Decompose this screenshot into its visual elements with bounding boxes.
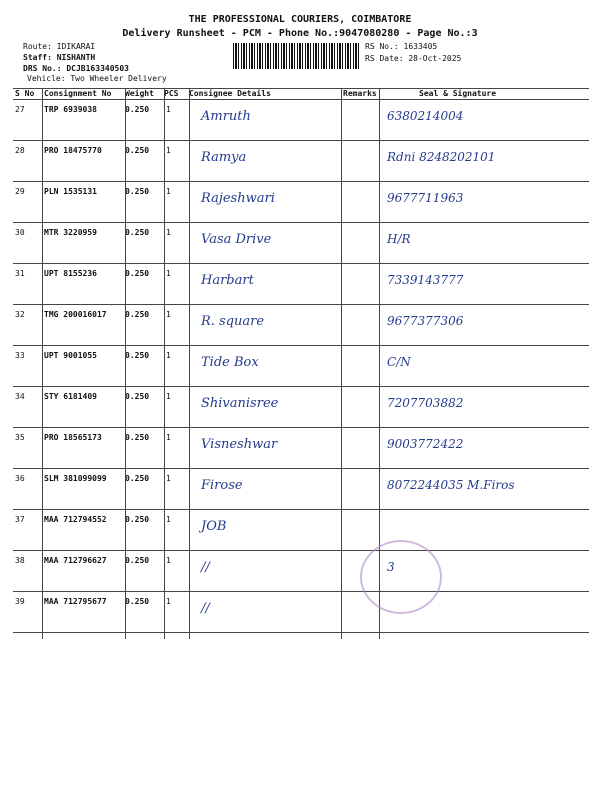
cell-consignee xyxy=(189,182,341,223)
rs-number: RS No.: 1633405 xyxy=(365,42,438,51)
cell-consignee xyxy=(189,264,341,305)
handwritten-name: Visneshwar xyxy=(201,437,278,452)
handwritten-signature: 6380214004 xyxy=(387,109,464,123)
cell-consignee xyxy=(189,510,341,551)
cell-weight: 0.250 xyxy=(125,223,164,264)
col-sno: S No xyxy=(13,89,42,100)
col-consignee: Consignee Details xyxy=(189,89,341,100)
handwritten-signature: 9677711963 xyxy=(387,191,464,205)
cell-sno: 36 xyxy=(13,469,42,510)
cell-consignee xyxy=(189,223,341,264)
handwritten-name: Tide Box xyxy=(201,355,259,370)
cell-consignee xyxy=(189,551,341,592)
cell-pcs: 1 xyxy=(164,223,189,264)
cell-sno: 37 xyxy=(13,510,42,551)
cell-consignee xyxy=(189,428,341,469)
cell-consignee xyxy=(189,387,341,428)
handwritten-signature: Rdni 8248202101 xyxy=(387,150,496,164)
cell-consignment-no: UPT 8155236 xyxy=(42,264,125,305)
cell-sno: 34 xyxy=(13,387,42,428)
cell-signature xyxy=(379,387,589,428)
cell-pcs: 1 xyxy=(164,510,189,551)
cell-sno: 31 xyxy=(13,264,42,305)
cell-signature xyxy=(379,141,589,182)
cell-pcs: 1 xyxy=(164,469,189,510)
cell-consignment-no: MAA 712795677 xyxy=(42,592,125,633)
cell-signature xyxy=(379,469,589,510)
divider xyxy=(189,88,190,639)
cell-weight: 0.250 xyxy=(125,592,164,633)
cell-weight: 0.250 xyxy=(125,346,164,387)
cell-consignment-no: SLM 381099099 xyxy=(42,469,125,510)
handwritten-name: R. square xyxy=(201,314,265,329)
handwritten-name: Harbart xyxy=(201,273,254,288)
cell-pcs: 1 xyxy=(164,551,189,592)
office-stamp xyxy=(360,540,442,614)
runsheet-subtitle: Delivery Runsheet - PCM - Phone No.:9047080280 - Page No.:3 xyxy=(122,28,478,39)
cell-consignee xyxy=(189,100,341,141)
table-row xyxy=(13,469,589,510)
table-row xyxy=(13,387,589,428)
table-row xyxy=(13,264,589,305)
cell-remarks xyxy=(341,387,379,428)
cell-signature xyxy=(379,223,589,264)
cell-pcs: 1 xyxy=(164,346,189,387)
cell-remarks xyxy=(341,510,379,551)
cell-consignment-no: UPT 9001055 xyxy=(42,346,125,387)
cell-pcs: 1 xyxy=(164,182,189,223)
cell-remarks xyxy=(341,469,379,510)
cell-consignment-no: PLN 1535131 xyxy=(42,182,125,223)
cell-sno: 32 xyxy=(13,305,42,346)
cell-consignment-no: PRO 18475770 xyxy=(42,141,125,182)
cell-remarks xyxy=(341,264,379,305)
cell-weight: 0.250 xyxy=(125,469,164,510)
rs-date: RS Date: 28-Oct-2025 xyxy=(365,54,462,63)
cell-sno: 27 xyxy=(13,100,42,141)
cell-sno: 33 xyxy=(13,346,42,387)
divider xyxy=(42,88,43,639)
table-row xyxy=(13,305,589,346)
handwritten-name: Rajeshwari xyxy=(201,191,275,206)
table-row xyxy=(13,551,589,592)
cell-sno: 30 xyxy=(13,223,42,264)
handwritten-name: Vasa Drive xyxy=(201,232,272,247)
col-weight: Weight xyxy=(125,89,164,100)
handwritten-name: Firose xyxy=(201,478,243,493)
cell-sno: 35 xyxy=(13,428,42,469)
cell-remarks xyxy=(341,346,379,387)
cell-pcs: 1 xyxy=(164,141,189,182)
cell-weight: 0.250 xyxy=(125,305,164,346)
cell-sno: 29 xyxy=(13,182,42,223)
barcode xyxy=(233,43,359,69)
cell-remarks xyxy=(341,428,379,469)
handwritten-name: // xyxy=(201,601,210,616)
handwritten-name: // xyxy=(201,560,210,575)
table-row xyxy=(13,223,589,264)
staff: Staff: NISHANTH xyxy=(23,53,96,62)
col-remarks: Remarks xyxy=(341,89,379,100)
table-row xyxy=(13,141,589,182)
cell-signature xyxy=(379,182,589,223)
cell-pcs: 1 xyxy=(164,100,189,141)
table-row xyxy=(13,428,589,469)
cell-weight: 0.250 xyxy=(125,428,164,469)
cell-sno: 38 xyxy=(13,551,42,592)
table-row xyxy=(13,346,589,387)
cell-signature xyxy=(379,100,589,141)
divider xyxy=(125,88,126,639)
cell-weight: 0.250 xyxy=(125,141,164,182)
handwritten-signature: C/N xyxy=(387,355,411,369)
cell-weight: 0.250 xyxy=(125,182,164,223)
col-consignment: Consignment No xyxy=(42,89,125,100)
handwritten-signature: 7207703882 xyxy=(387,396,464,410)
handwritten-signature: 7339143777 xyxy=(387,273,464,287)
table-header xyxy=(13,89,589,100)
table-row xyxy=(13,510,589,551)
cell-pcs: 1 xyxy=(164,428,189,469)
cell-consignment-no: STY 6181409 xyxy=(42,387,125,428)
handwritten-signature: 9677377306 xyxy=(387,314,464,328)
cell-pcs: 1 xyxy=(164,387,189,428)
cell-consignee xyxy=(189,305,341,346)
cell-sno: 39 xyxy=(13,592,42,633)
cell-pcs: 1 xyxy=(164,305,189,346)
table-row xyxy=(13,592,589,633)
handwritten-name: Amruth xyxy=(201,109,251,124)
cell-weight: 0.250 xyxy=(125,510,164,551)
company-title: THE PROFESSIONAL COURIERS, COIMBATORE xyxy=(188,14,412,25)
cell-signature xyxy=(379,305,589,346)
cell-consignment-no: TRP 6939038 xyxy=(42,100,125,141)
cell-consignment-no: PRO 18565173 xyxy=(42,428,125,469)
cell-consignment-no: MTR 3220959 xyxy=(42,223,125,264)
route: Route: IDIKARAI xyxy=(23,42,96,51)
cell-remarks xyxy=(341,182,379,223)
cell-consignment-no: MAA 712794552 xyxy=(42,510,125,551)
handwritten-name: Shivanisree xyxy=(201,396,279,411)
cell-remarks xyxy=(341,305,379,346)
cell-weight: 0.250 xyxy=(125,551,164,592)
col-signature: Seal & Signature xyxy=(379,89,589,100)
handwritten-signature: 9003772422 xyxy=(387,437,464,451)
runsheet-table xyxy=(13,88,589,633)
cell-weight: 0.250 xyxy=(125,387,164,428)
cell-weight: 0.250 xyxy=(125,264,164,305)
cell-signature xyxy=(379,428,589,469)
drs-number: DRS No.: DCJB163340503 xyxy=(23,64,129,73)
cell-pcs: 1 xyxy=(164,592,189,633)
cell-consignee xyxy=(189,141,341,182)
cell-remarks xyxy=(341,100,379,141)
handwritten-name: JOB xyxy=(201,519,227,534)
cell-signature xyxy=(379,264,589,305)
table-row xyxy=(13,182,589,223)
cell-sno: 28 xyxy=(13,141,42,182)
cell-consignment-no: MAA 712796627 xyxy=(42,551,125,592)
handwritten-signature: 3 xyxy=(387,560,395,574)
vehicle: Vehicle: Two Wheeler Delivery xyxy=(27,74,167,83)
table-row xyxy=(13,100,589,141)
handwritten-name: Ramya xyxy=(201,150,247,165)
cell-remarks xyxy=(341,223,379,264)
col-pcs: PCS xyxy=(164,89,189,100)
cell-weight: 0.250 xyxy=(125,100,164,141)
cell-remarks xyxy=(341,141,379,182)
handwritten-signature: 8072244035 M.Firos xyxy=(387,478,515,492)
divider xyxy=(164,88,165,639)
divider xyxy=(341,88,342,639)
cell-signature xyxy=(379,346,589,387)
cell-consignee xyxy=(189,346,341,387)
cell-consignee xyxy=(189,469,341,510)
handwritten-signature: H/R xyxy=(387,232,411,246)
cell-pcs: 1 xyxy=(164,264,189,305)
cell-consignment-no: TMG 200016017 xyxy=(42,305,125,346)
cell-consignee xyxy=(189,592,341,633)
